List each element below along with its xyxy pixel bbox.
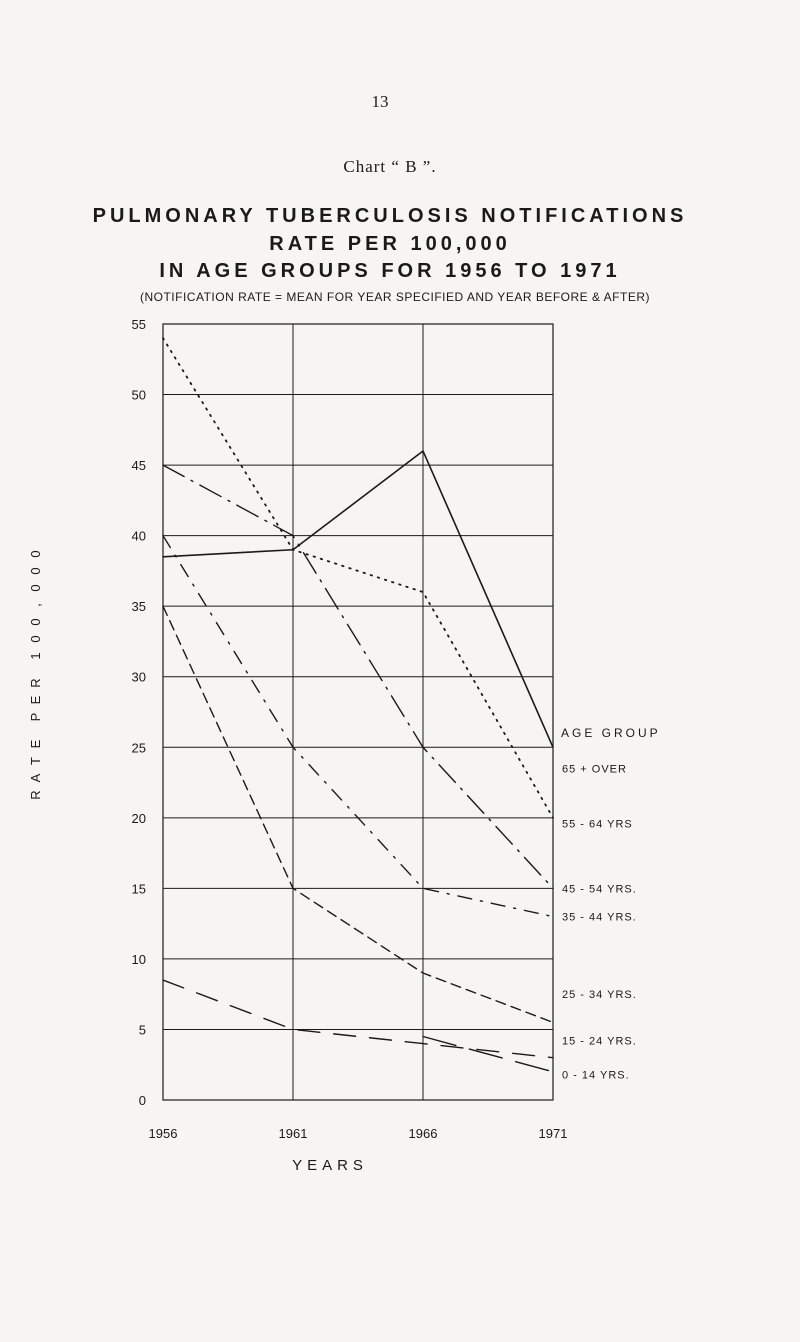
y-axis-label-char: 1 (28, 652, 43, 660)
y-axis-label-char: 0 (28, 567, 43, 575)
y-tick-label: 25 (131, 740, 146, 756)
y-axis-ticks (132, 317, 146, 1108)
legend-entry: 55 - 64 YRS (562, 818, 633, 831)
series-line-6 (163, 980, 553, 1058)
y-axis-label-char: E (28, 739, 43, 749)
legend-title: AGE GROUP (561, 726, 661, 740)
legend-entry: 45 - 54 YRS. (562, 883, 637, 896)
y-axis-label-char: 0 (28, 584, 43, 592)
legend-entry: 65 + OVER (562, 763, 627, 776)
y-tick-label: 0 (138, 1093, 146, 1108)
series-line-7 (423, 1037, 553, 1072)
y-tick-label: 35 (131, 599, 146, 615)
y-axis-label-char: R (28, 790, 43, 800)
legend-entry: 15 - 24 YRS. (562, 1035, 637, 1048)
series-line-1 (163, 451, 553, 747)
y-tick-label: 55 (131, 317, 146, 332)
x-tick-label: 1961 (278, 1126, 308, 1141)
y-tick-label: 20 (131, 810, 146, 826)
legend (562, 763, 637, 1081)
plot-frame (163, 324, 553, 1100)
y-axis-label-char: P (28, 712, 43, 722)
y-axis-label-char: 0 (28, 618, 43, 626)
y-tick-label: 15 (131, 881, 146, 897)
y-tick-label: 5 (138, 1022, 146, 1038)
series-line-2 (163, 338, 553, 818)
y-axis-label-char: A (28, 773, 43, 783)
x-axis-ticks (149, 1126, 568, 1141)
y-axis-label-char: 0 (28, 635, 43, 643)
y-axis-label-char: E (28, 695, 43, 705)
legend-entry: 25 - 34 YRS. (562, 989, 637, 1002)
y-tick-label: 50 (131, 387, 146, 403)
y-axis-label-char: , (28, 603, 43, 607)
chart-title-line-3: IN AGE GROUPS FOR 1956 TO 1971 (159, 260, 621, 282)
x-tick-label: 1966 (408, 1126, 438, 1141)
x-axis-label: YEARS (292, 1157, 368, 1174)
chart-title-line-2: RATE PER 100,000 (269, 233, 511, 255)
page-number: 13 (371, 92, 389, 111)
series-lines (163, 338, 553, 1072)
plot-grid (163, 324, 553, 1100)
y-axis-label-char: 0 (28, 550, 43, 558)
y-tick-label: 30 (131, 669, 146, 685)
legend-entry: 35 - 44 YRS. (562, 911, 637, 924)
y-axis-label-char: R (28, 678, 43, 688)
y-axis-label (28, 550, 43, 799)
legend-entry: 0 - 14 YRS. (562, 1069, 630, 1082)
chart-subtitle: (NOTIFICATION RATE = MEAN FOR YEAR SPECIFIED AND YEAR BEFORE & AFTER) (139, 290, 651, 304)
chart-caption: Chart “ B ”. (343, 157, 437, 176)
x-tick-label: 1971 (538, 1126, 568, 1141)
y-axis-label-char: T (28, 757, 43, 765)
y-tick-label: 45 (131, 458, 146, 474)
series-line-5 (163, 606, 553, 1022)
y-tick-label: 10 (131, 951, 146, 967)
y-tick-label: 40 (131, 528, 146, 544)
x-tick-label: 1956 (148, 1126, 178, 1141)
series-line-4 (163, 536, 553, 917)
chart-title-line-1: PULMONARY TUBERCULOSIS NOTIFICATIONS (92, 205, 688, 227)
